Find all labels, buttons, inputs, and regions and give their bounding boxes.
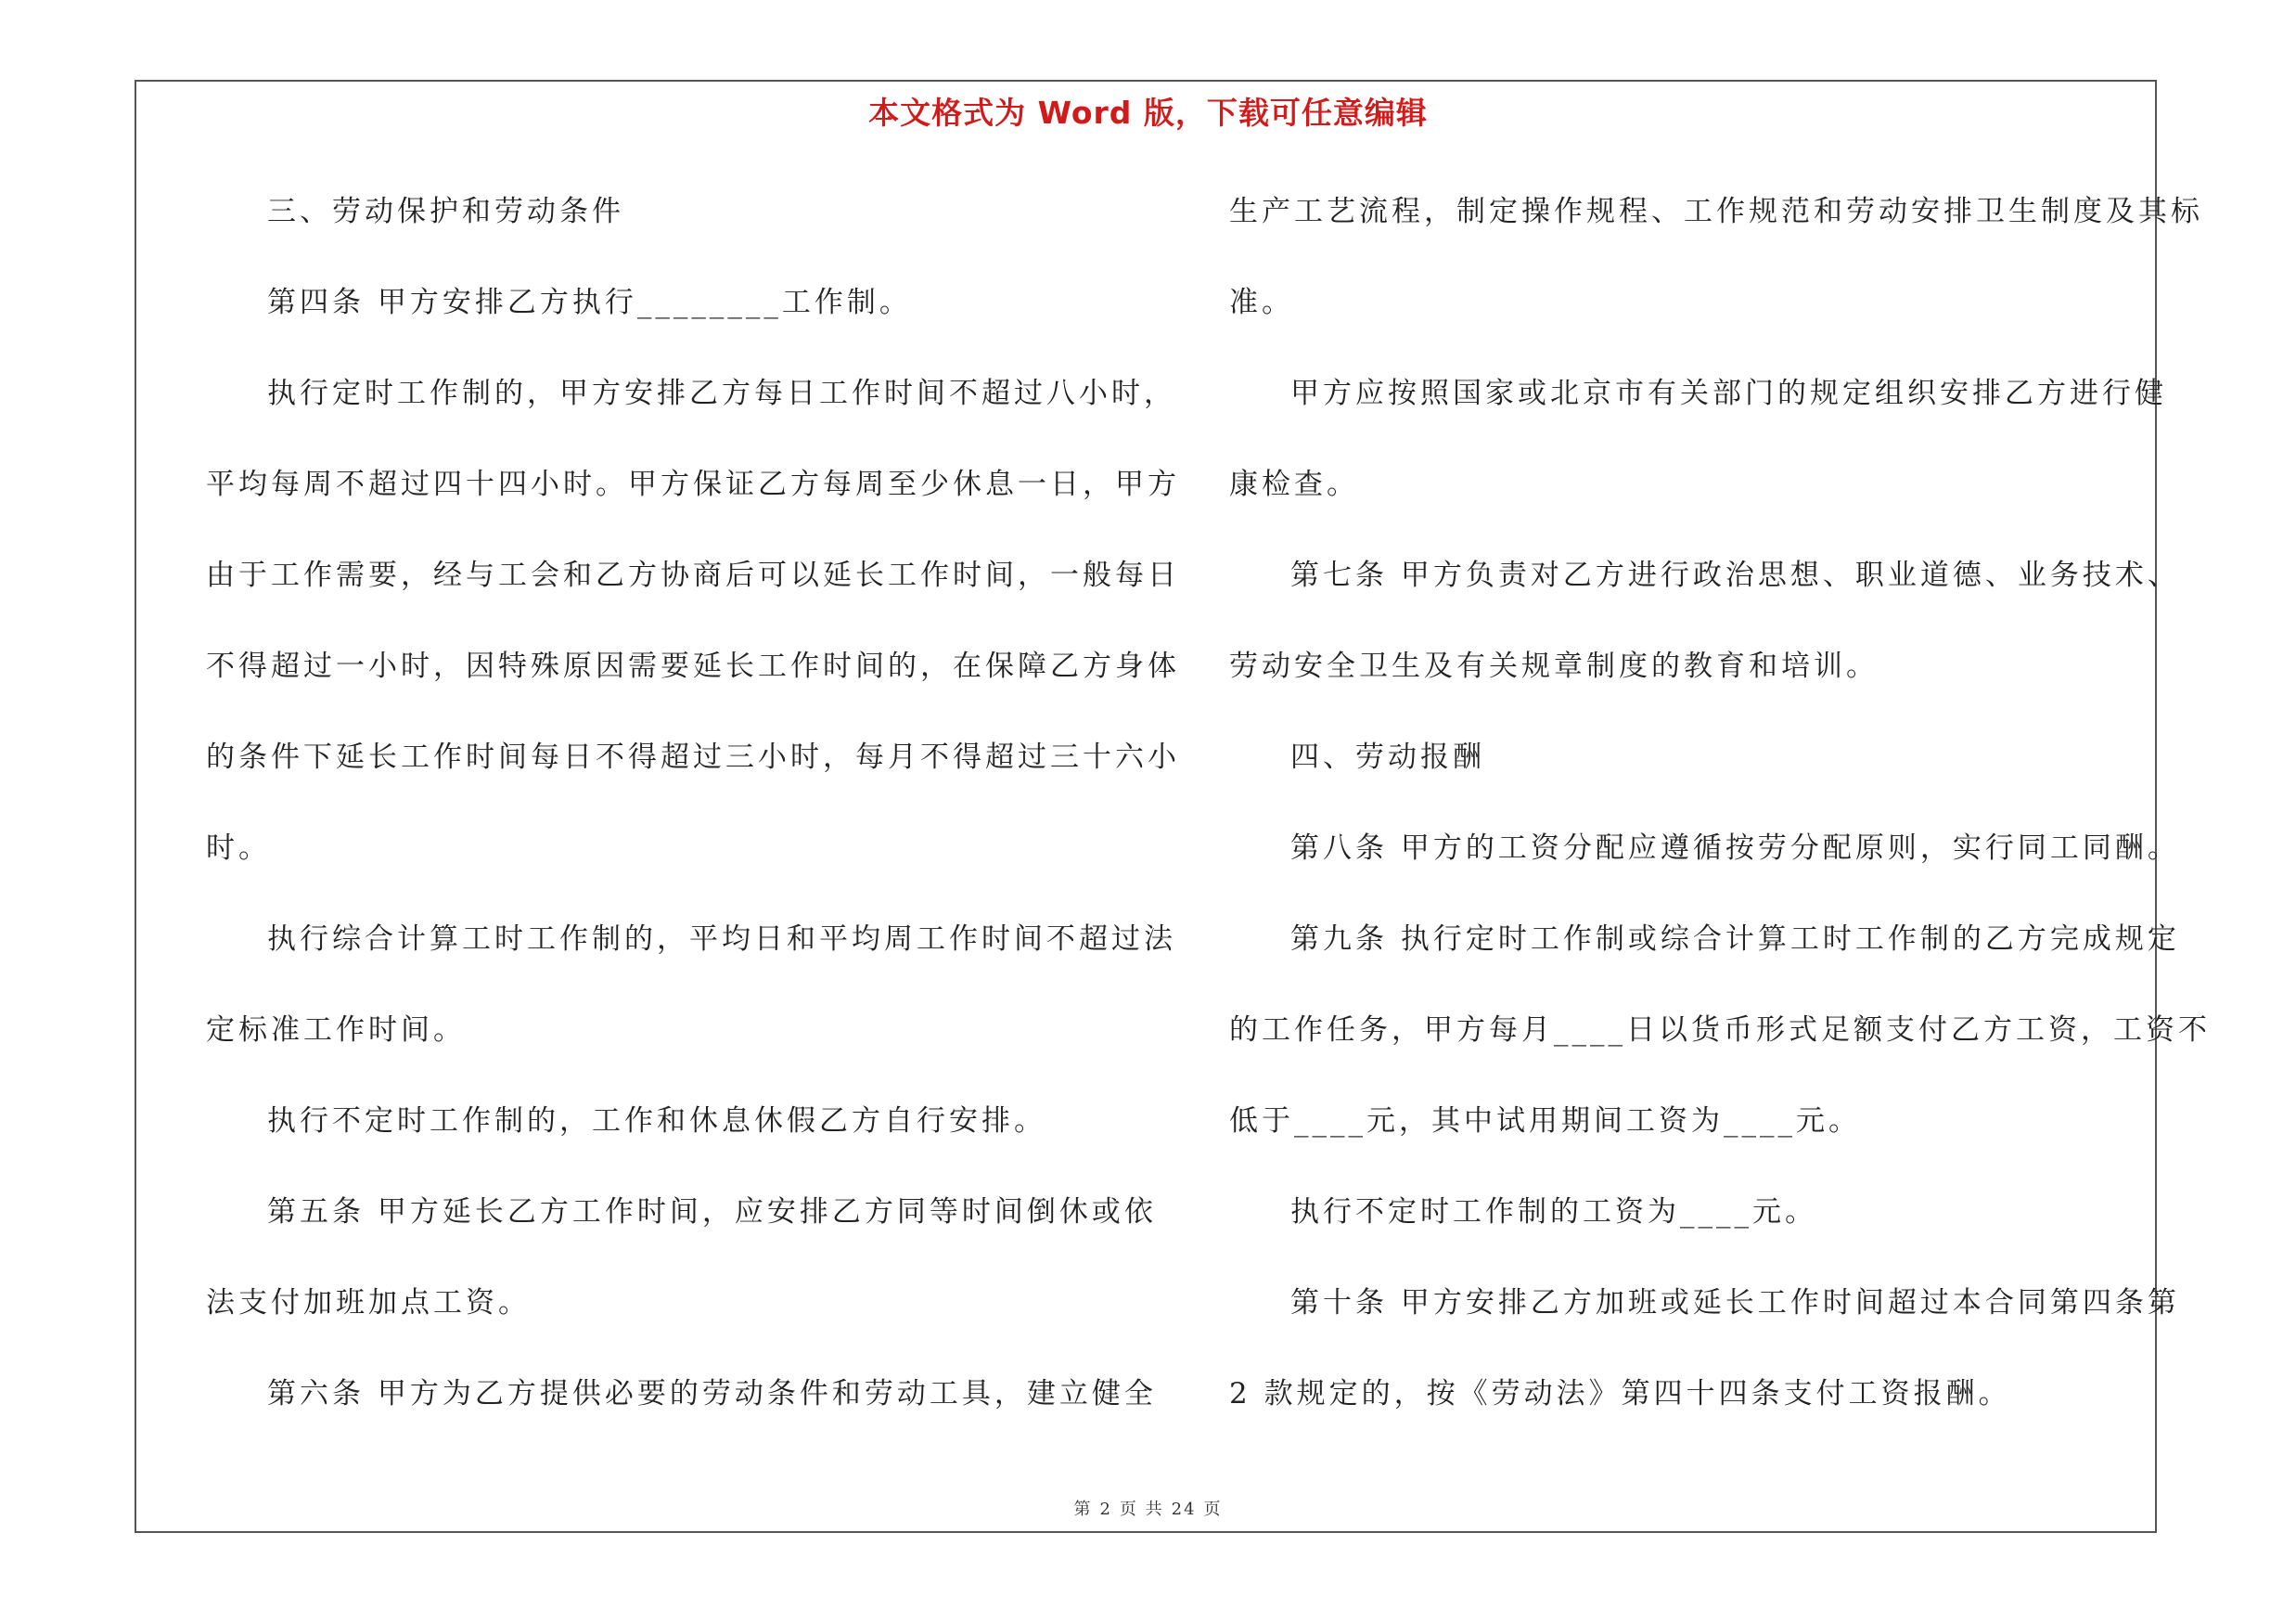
text-line: 的工作任务，甲方每月____日以货币形式足额支付乙方工资，工资不 [1229, 1013, 2211, 1047]
text-line: 执行不定时工作制的工资为____元。 [1290, 1195, 1817, 1229]
text-line: 第五条 甲方延长乙方工作时间，应安排乙方同等时间倒休或依 [267, 1195, 1157, 1229]
text-line: 三、劳动保护和劳动条件 [267, 195, 624, 228]
text-line: 不得超过一小时，因特殊原因需要延长工作时间的，在保障乙方身体 [206, 650, 1180, 683]
text-line: 法支付加班加点工资。 [206, 1286, 531, 1320]
text-line: 第六条 甲方为乙方提供必要的劳动条件和劳动工具，建立健全 [267, 1377, 1157, 1410]
page-footer [0, 1496, 2296, 1520]
text-line: 第八条 甲方的工资分配应遵循按劳分配原则，实行同工同酬。 [1290, 831, 2180, 865]
text-line: 康检查。 [1229, 468, 1359, 501]
text-line: 2 款规定的，按《劳动法》第四十四条支付工资报酬。 [1229, 1377, 2011, 1410]
text-line: 生产工艺流程，制定操作规程、工作规范和劳动安排卫生制度及其标 [1229, 195, 2203, 228]
text-line: 第十条 甲方安排乙方加班或延长工作时间超过本合同第四条第 [1290, 1286, 2180, 1320]
text-line: 劳动安全卫生及有关规章制度的教育和培训。 [1229, 650, 1879, 683]
text-line: 定标准工作时间。 [206, 1013, 466, 1047]
footer-middle: 页 共 [1119, 1500, 1164, 1519]
text-line: 执行综合计算工时工作制的，平均日和平均周工作时间不超过法 [267, 922, 1176, 956]
footer-suffix: 页 [1203, 1500, 1223, 1519]
text-line: 由于工作需要，经与工会和乙方协商后可以延长工作时间，一般每日 [206, 559, 1180, 592]
text-line: 平均每周不超过四十四小时。甲方保证乙方每周至少休息一日，甲方 [206, 468, 1180, 501]
footer-prefix: 第 [1073, 1500, 1093, 1519]
text-line: 时。 [206, 831, 271, 865]
text-line: 低于____元，其中试用期间工资为____元。 [1229, 1104, 1861, 1138]
text-line: 甲方应按照国家或北京市有关部门的规定组织安排乙方进行健 [1290, 377, 2167, 410]
text-line: 第九条 执行定时工作制或综合计算工时工作制的乙方完成规定 [1290, 922, 2180, 956]
text-line: 的条件下延长工作时间每日不得超过三小时，每月不得超过三十六小 [206, 741, 1180, 774]
text-line: 第四条 甲方安排乙方执行________工作制。 [267, 286, 912, 319]
footer-page-number: 2 [1099, 1500, 1112, 1519]
word-format-banner: 本文格式为 Word 版，下载可任意编辑 [868, 95, 1428, 131]
text-line: 准。 [1229, 286, 1294, 319]
text-line: 执行不定时工作制的，工作和休息休假乙方自行安排。 [267, 1104, 1046, 1138]
right-column [1229, 184, 2211, 1457]
text-line: 执行定时工作制的，甲方安排乙方每日工作时间不超过八小时， [267, 377, 1176, 410]
footer-total-pages: 24 [1171, 1500, 1197, 1519]
text-line: 四、劳动报酬 [1290, 741, 1485, 774]
left-column [206, 184, 1180, 1457]
text-line: 第七条 甲方负责对乙方进行政治思想、职业道德、业务技术、 [1290, 559, 2180, 592]
